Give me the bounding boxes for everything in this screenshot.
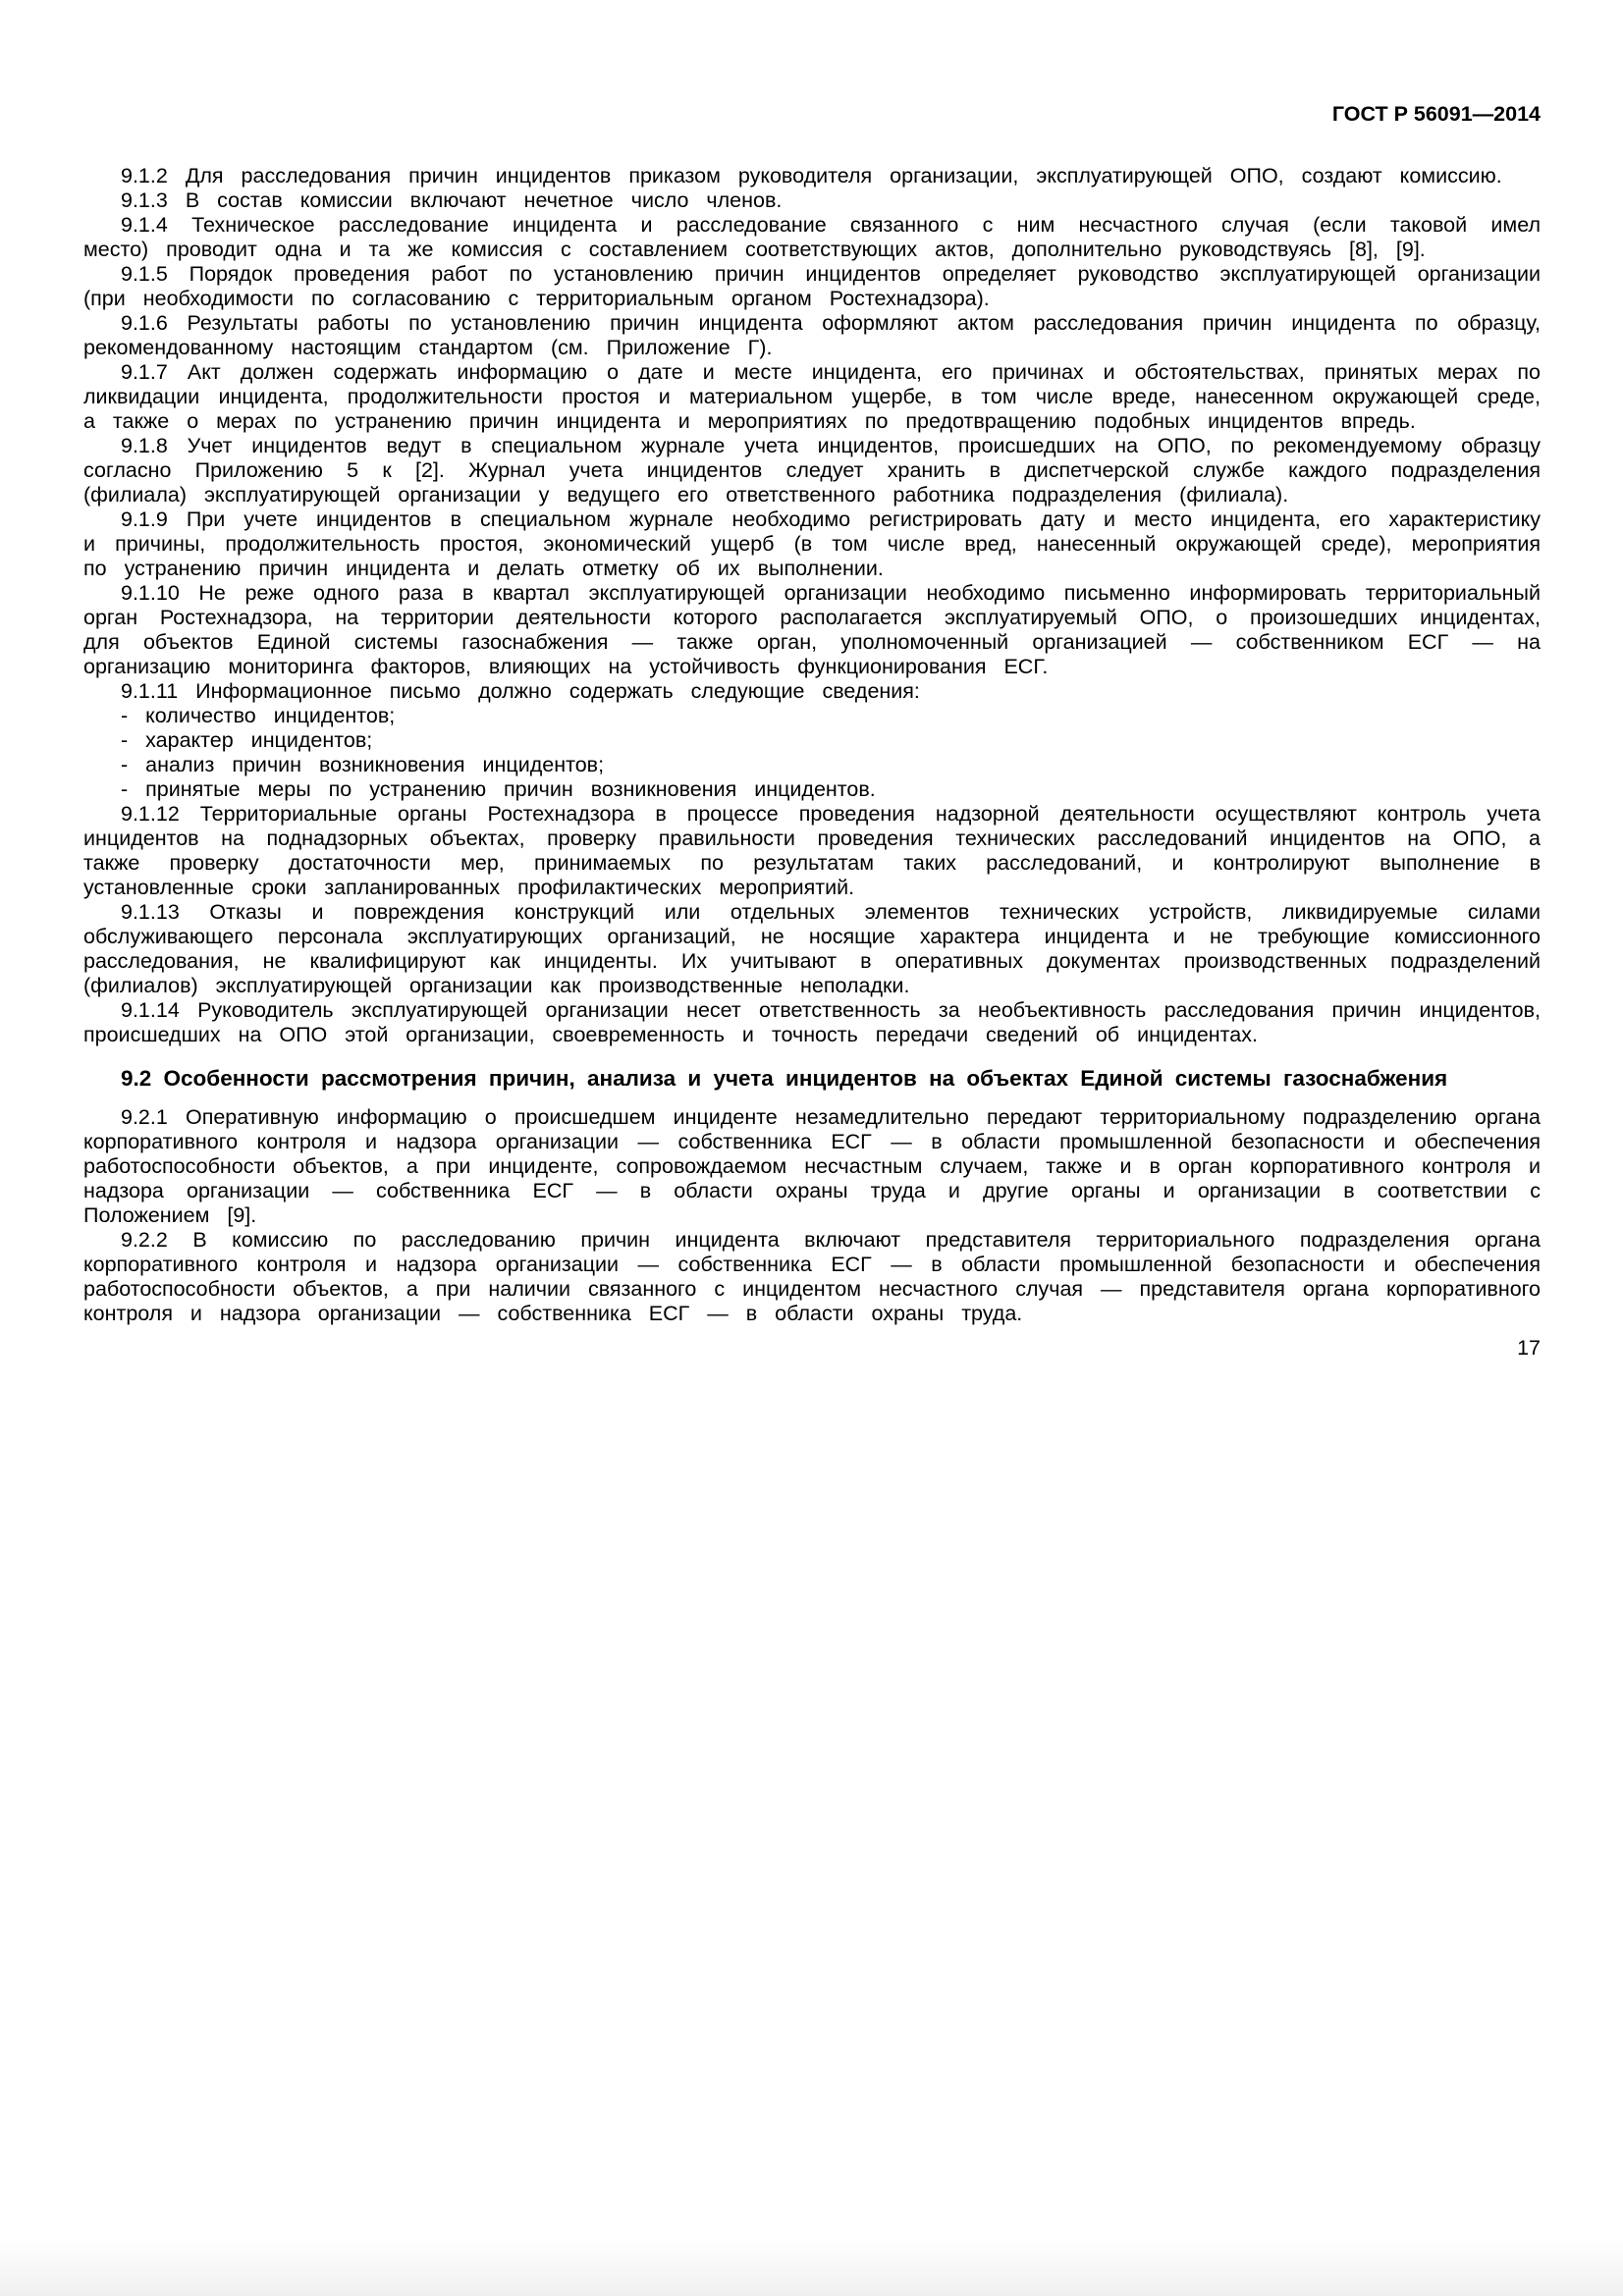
clause-text: Отказы и повреждения конструкций или отдельных элементов технических устройств, ликвидируемые силами обслуживающего персонала эксплуатирующих организаций, не носящие характера инцидента и не требующие комиссионного расследования, не квалифицируют как инциденты. Их учитывают в оперативных документах производственных подразделений (филиалов) эксплуатирующей организации как производственные неполадки. — [83, 900, 1541, 997]
clause-9-1-10 — [83, 581, 1541, 679]
clause-number: 9.1.13 — [121, 900, 180, 924]
clause-text: Не реже одного раза в квартал эксплуатирующей организации необходимо письменно информировать территориальный орган Ростехнадзора, на территории деятельности которого располагается эксплуатируемый ОПО, о произошедших инцидентах, для объектов Единой системы газоснабжения — также орган, уполномоченный организацией — собственником ЕСГ — на организацию мониторинга факторов, влияющих на устойчивость функционирования ЕСГ. — [83, 581, 1541, 678]
clause-number: 9.1.4 — [121, 213, 168, 237]
clause-text: Информационное письмо должно содержать следующие сведения: — [195, 679, 920, 703]
section-number: 9.2 — [121, 1066, 152, 1091]
clause-text: Акт должен содержать информацию о дате и месте инцидента, его причинах и обстоятельствах, принятых мерах по ликвидации инцидента, продолжительности простоя и материальном ущербе, в том числе вреде, нанесенном окружающей среде, а также о мерах по устранению причин инцидента и мероприятиях по предотвращению подобных инцидентов впредь. — [83, 360, 1541, 433]
clause-text: Для расследования причин инцидентов приказом руководителя организации, эксплуатирующей ОПО, создают комиссию. — [185, 164, 1502, 187]
clause-9-1-13 — [83, 900, 1541, 998]
bullet-text: анализ причин возникновения инцидентов; — [145, 753, 605, 776]
clause-text: В комиссию по расследованию причин инцидента включают представителя территориального подразделения органа корпоративного контроля и надзора организации — собственника ЕСГ — в области промышленной безопасности и обеспечения работоспособности объектов, а при наличии связанного с инцидентом несчастного случая — представителя органа корпоративного контроля и надзора организации — собственника ЕСГ — в области охраны труда. — [83, 1228, 1541, 1325]
bullet-item-measures-taken — [83, 777, 1541, 802]
clause-number: 9.1.5 — [121, 262, 168, 286]
bullet-text: характер инцидентов; — [145, 728, 373, 752]
clause-text: Территориальные органы Ростехнадзора в процессе проведения надзорной деятельности осуществляют контроль учета инцидентов на поднадзорных объектах, проверку правильности проведения технических расследований инцидентов на ОПО, а также проверку достаточности мер, принимаемых по результатам таких расследований, и контролируют выполнение в установленные сроки запланированных профилактических мероприятий. — [83, 802, 1542, 899]
clause-text: Результаты работы по установлению причин инцидента оформляют актом расследования причин инцидента по образцу, рекомендованному настоящим стандартом (см. Приложение Г). — [83, 311, 1541, 359]
clause-number: 9.1.3 — [121, 188, 168, 212]
clause-text: Оперативную информацию о происшедшем инциденте незамедлительно передают территориальному подразделению органа корпоративного контроля и надзора организации — собственника ЕСГ — в области промышленной безопасности и обеспечения работоспособности объектов, а при инциденте, сопровождаемом несчастным случаем, также и в орган корпоративного контроля и надзора организации — собственника ЕСГ — в области охраны труда и другие органы и организации в соответствии с Положением [9]. — [83, 1105, 1541, 1227]
clause-9-1-12 — [83, 802, 1541, 900]
clause-text: Техническое расследование инцидента и расследование связанного с ним несчастного случая (если таковой имел место) проводит одна и та же комиссия с составлением соответствующих актов, дополнительно руководствуясь [8], [9]. — [83, 213, 1541, 261]
clause-number: 9.1.11 — [121, 679, 179, 703]
bullet-item-incident-count — [83, 704, 1541, 728]
clause-9-1-7 — [83, 360, 1541, 434]
clause-number: 9.1.14 — [121, 998, 180, 1022]
clause-number: 9.1.6 — [121, 311, 168, 335]
clause-9-1-5 — [83, 262, 1541, 311]
page-number: 17 — [1517, 1336, 1541, 1360]
bullet-dash-marker: - — [121, 728, 129, 752]
section-heading-9-2 — [83, 1065, 1541, 1092]
section-title: Особенности рассмотрения причин, анализа и учета инцидентов на объектах Единой системы газоснабжения — [163, 1066, 1448, 1091]
clause-9-1-4 — [83, 213, 1541, 262]
clause-9-2-2 — [83, 1228, 1541, 1326]
bullet-dash-marker: - — [121, 753, 129, 776]
page-content — [83, 102, 1541, 1361]
clause-9-1-6 — [83, 311, 1541, 360]
bullet-item-incident-nature — [83, 728, 1541, 753]
document-header: ГОСТ Р 56091—2014 — [1331, 102, 1541, 126]
clause-9-1-2 — [83, 164, 1541, 188]
clause-9-1-8 — [83, 434, 1541, 507]
bullet-text: принятые меры по устранению причин возникновения инцидентов. — [145, 777, 876, 801]
clause-number: 9.2.2 — [121, 1228, 168, 1252]
clause-9-1-9 — [83, 507, 1541, 581]
bullet-dash-marker: - — [121, 777, 129, 801]
clause-9-2-1 — [83, 1105, 1541, 1228]
bullet-text: количество инцидентов; — [145, 704, 396, 727]
clause-text: Руководитель эксплуатирующей организации несет ответственность за необъективность расследования причин инцидентов, происшедших на ОПО этой организации, своевременность и точность передачи сведений об инцидентах. — [83, 998, 1541, 1046]
clause-number: 9.1.8 — [121, 434, 168, 457]
clause-number: 9.1.7 — [121, 360, 168, 384]
clause-number: 9.1.9 — [121, 507, 168, 531]
clause-9-1-3 — [83, 188, 1541, 213]
clause-number: 9.1.12 — [121, 802, 180, 826]
clause-number: 9.1.2 — [121, 164, 168, 187]
bullet-dash-marker: - — [121, 704, 129, 727]
clause-text: В состав комиссии включают нечетное число членов. — [185, 188, 783, 212]
clause-9-1-11 — [83, 679, 1541, 704]
clause-text: Учет инцидентов ведут в специальном журнале учета инцидентов, происшедших на ОПО, по рекомендуемому образцу согласно Приложению 5 к [2]. Журнал учета инцидентов следует хранить в диспетчерской службе каждого подразделения (филиала) эксплуатирующей организации у ведущего его ответственного работника подразделения (филиала). — [83, 434, 1541, 507]
clause-number: 9.1.10 — [121, 581, 180, 605]
clause-text: Порядок проведения работ по установлению причин инцидентов определяет руководство эксплуатирующей организации (при необходимости по согласованию с территориальным органом Ростехнадзора). — [83, 262, 1541, 310]
clause-text: При учете инцидентов в специальном журнале необходимо регистрировать дату и место инцидента, его характеристику и причины, продолжительность простоя, экономический ущерб (в том числе вред, нанесенный окружающей среде), мероприятия по устранению причин инцидента и делать отметку об их выполнении. — [83, 507, 1541, 580]
clause-9-1-14 — [83, 998, 1541, 1047]
clause-number: 9.2.1 — [121, 1105, 168, 1129]
bullet-item-cause-analysis — [83, 753, 1541, 777]
